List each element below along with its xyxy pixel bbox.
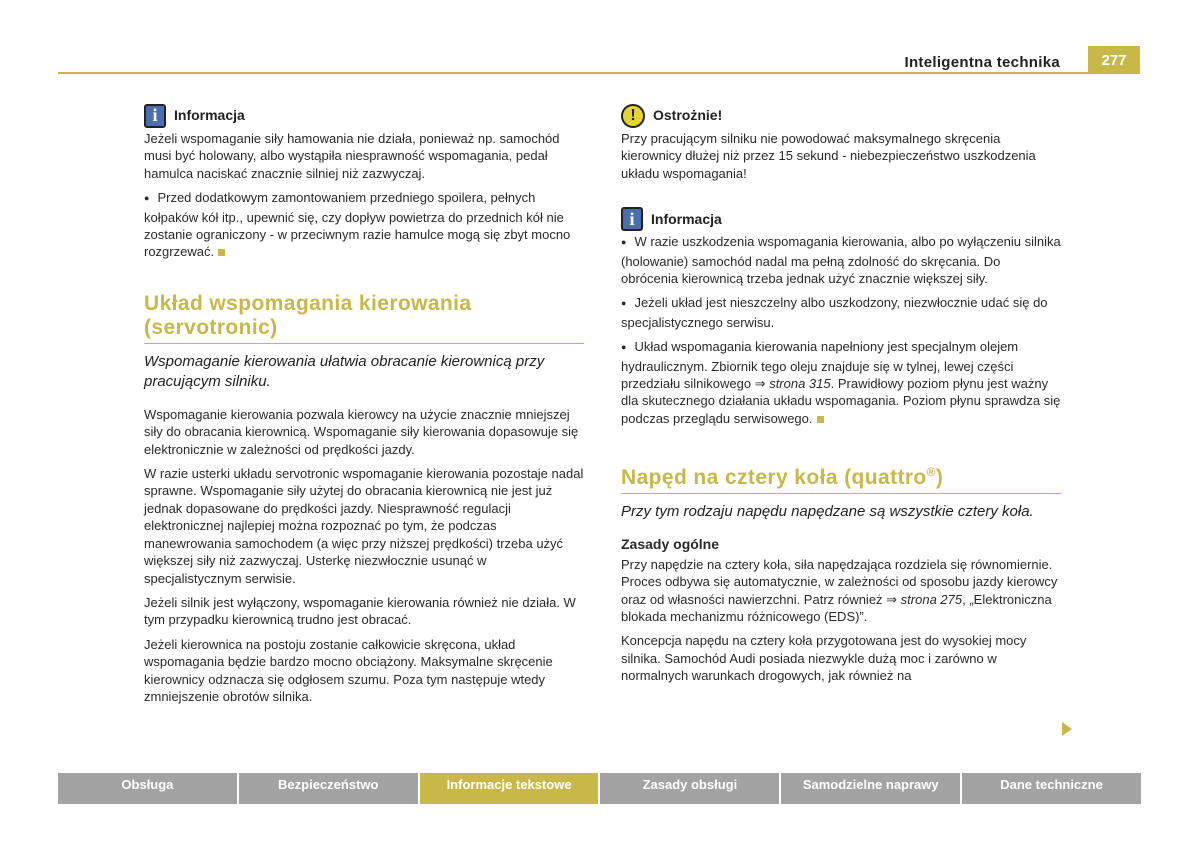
info-box	[621, 207, 1061, 427]
warning-box-title: Ostrożnie!	[653, 107, 723, 124]
info-bullet: ● W razie uszkodzenia wspomagania kierowania, albo po wyłączeniu silnika (holowanie) samochód nadal ma pełną zdolność do skręcania. Do obrócenia kierownicą trzeba jednak użyć znacznie większej siły.	[621, 233, 1061, 287]
section-title: Inteligentna technika	[904, 54, 1060, 71]
paragraph-text: , „Elektroniczna blokada mechanizmu różnicowego (EDS)”.	[621, 591, 1052, 624]
header-rule	[58, 72, 1088, 74]
section-lead: Przy tym rodzaju napędu napędzane są wszystkie cztery koła.	[621, 503, 1034, 521]
info-paragraph: Jeżeli wspomaganie siły hamowania nie działa, ponieważ np. samochód musi być holowany, albo wystąpiła niesprawność wspomagania, pedał hamulca naciskać znacznie silniej niż zazwyczaj.	[144, 131, 560, 181]
footer-nav	[58, 773, 1141, 804]
info-icon: i	[621, 207, 643, 231]
info-icon: i	[144, 104, 166, 128]
warning-icon: !	[621, 104, 645, 128]
info-box-title: Informacja	[174, 107, 245, 124]
heading-text: Napęd na cztery koła (quattro	[621, 466, 927, 490]
heading-close: )	[935, 466, 944, 490]
tab-obsluga[interactable]: Obsługa	[58, 773, 237, 804]
body-paragraph	[621, 556, 1061, 626]
info-box	[144, 104, 584, 261]
info-box-header	[144, 104, 584, 128]
warning-box	[621, 104, 1061, 182]
section-heading	[621, 460, 1061, 494]
paragraph-text: Przy napędzie na cztery koła, siła napędzająca rozdziela się równomiernie. Proces odbywa się automatycznie, w zależności od sposobu jazdy kierowcy oraz od własności nawierzchni. Patrz również ⇒	[621, 556, 1058, 607]
body-paragraph: W razie usterki układu servotronic wspomaganie kierowania pozostaje nadal sprawne. Wspomaganie siły użytej do obracania kierownicą nie jest już jednak dopasowane do prędkości jazdy. Niesprawność regulacji elektronicznej najlepiej można rozpoznać po tym, że podczas manewrowania samochodem (a więc przy niższej prędkości) trzeba użyć większej siły niż zazwyczaj. Usterkę niezwłocznie usunąć w specjalistycznym serwisie.	[144, 466, 584, 586]
bullet-text: . Prawidłowy poziom płynu jest ważny dla skutecznego działania układu wspomagania. Poziom płynu sprawdza się podczas przeglądu serwisowego.	[621, 376, 1061, 426]
body-paragraph: Koncepcja napędu na cztery koła przygotowana jest do wysokiej mocy silnika. Samochód Audi posiada niezwykle dużą moc i zarówno w normalnych warunkach drogowych, jak również na	[621, 633, 1027, 684]
info-bullet	[144, 189, 584, 261]
registered-mark: ®	[926, 465, 936, 480]
body-paragraph: Wspomaganie kierowania pozwala kierowcy na użycie znacznie mniejszej siły do obracania kierownicą. Wspomaganie siły kierowania dopasowuje się elektronicznie w zależności od prędkości jazdy.	[144, 406, 579, 457]
end-mark-icon	[817, 416, 824, 423]
page-link[interactable]: strona 315	[769, 376, 831, 392]
warning-text: Przy pracującym silniku nie powodować maksymalnego skręcenia kierownicy dłużej niż przez 15 sekund - niebezpieczeństwo uszkodzenia układu wspomagania!	[621, 131, 1036, 181]
body-paragraph: Jeżeli silnik jest wyłączony, wspomaganie kierowania również nie działa. W tym przypadku kierownicą trudno jest obracać.	[144, 594, 576, 628]
tab-samodzielne-naprawy[interactable]: Samodzielne naprawy	[781, 773, 960, 804]
section-lead: Wspomaganie kierowania ułatwia obracanie kierownicą przy pracującym silniku.	[144, 352, 545, 390]
tab-zasady-obslugi[interactable]: Zasady obsługi	[600, 773, 779, 804]
end-mark-icon	[218, 249, 225, 256]
info-bullet	[621, 338, 1061, 427]
tab-bezpieczenstwo[interactable]: Bezpieczeństwo	[239, 773, 418, 804]
info-bullet: ● Jeżeli układ jest nieszczelny albo uszkodzony, niezwłocznie udać się do specjalistycznego serwisu.	[621, 294, 1061, 331]
next-page-arrow-icon[interactable]	[1062, 722, 1072, 736]
tab-informacje-tekstowe[interactable]: Informacje tekstowe	[420, 773, 599, 804]
body-paragraph: Jeżeli kierownica na postoju zostanie całkowicie skręcona, układ wspomagania będzie bardzo mocno obciążony. Maksymalne skręcenie kierownicy odznacza się odgłosem szumu. Poza tym następuje wtedy zmniejszenie obrotów silnika.	[144, 636, 553, 704]
left-column	[144, 104, 584, 712]
page-number: 277	[1088, 46, 1140, 74]
page-link[interactable]: strona 275	[900, 591, 963, 607]
warning-box-header	[621, 104, 1061, 128]
tab-dane-techniczne[interactable]: Dane techniczne	[962, 773, 1141, 804]
section-heading: Układ wspomagania kierowania (servotronic)	[144, 292, 584, 344]
right-column	[621, 104, 1061, 692]
bullet-text: Przed dodatkowym zamontowaniem przedniego spoilera, pełnych kołpaków kół itp., upewnić się, czy dopływ powietrza do przednich kół nie zostanie ograniczony - w przeciwnym razie hamulce mogą się zbyt mocno rozgrzewać.	[144, 190, 571, 260]
bullet-text: Układ wspomagania kierowania napełniony jest specjalnym olejem hydraulicznym. Zbiornik tego oleju znajduje się w tylnej, lewej części przedziału silnikowego ⇒	[621, 339, 1019, 392]
info-box-title: Informacja	[651, 210, 722, 227]
info-box-header	[621, 207, 1061, 231]
subheading: Zasady ogólne	[621, 536, 720, 553]
